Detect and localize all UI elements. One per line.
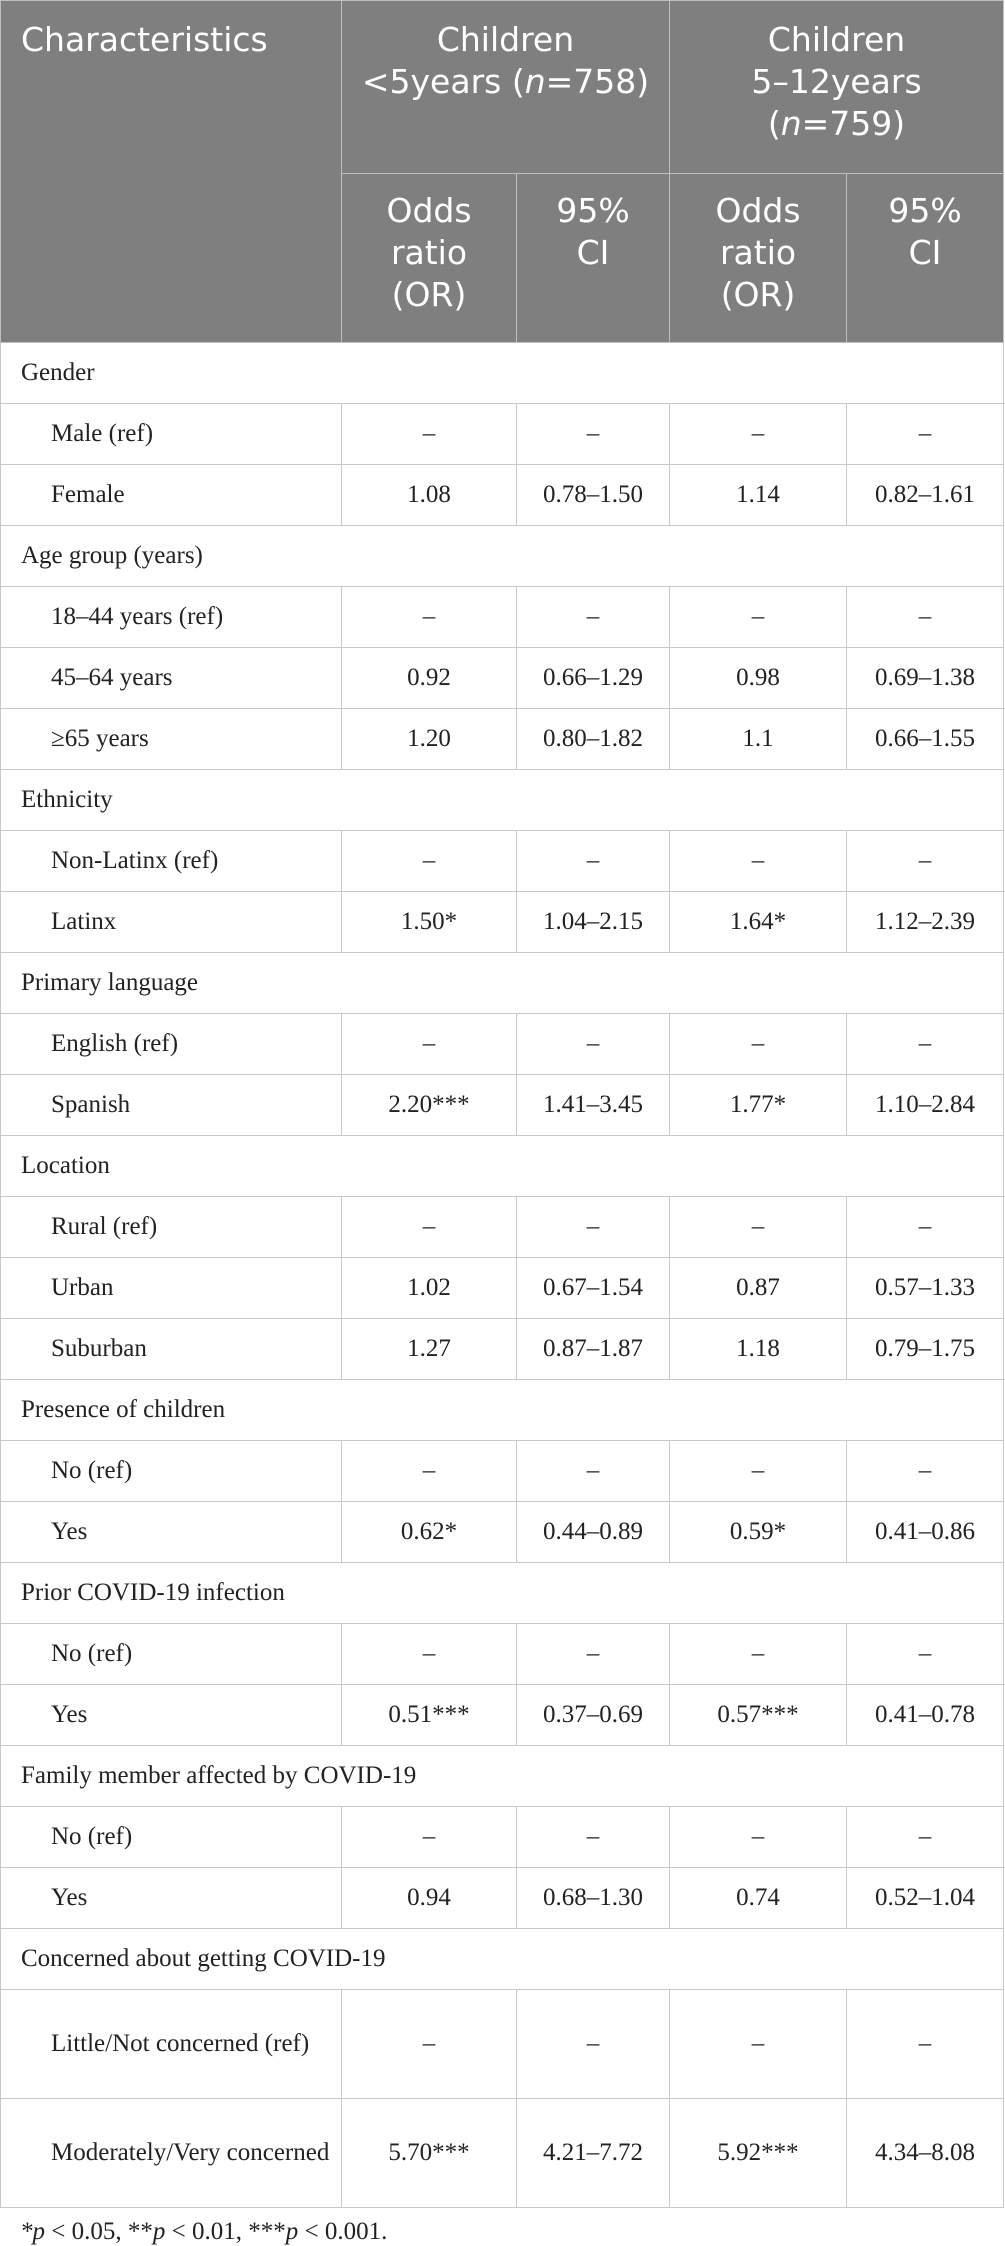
odds-ratio-5-12-cell: – [670,1197,847,1258]
ci-5-12-cell: 1.12–2.39 [847,892,1004,953]
row-label: Spanish [1,1075,342,1136]
odds-ratio-5-12-cell: – [670,1807,847,1868]
odds-ratio-5-12-cell: 0.59* [670,1502,847,1563]
ci-under5-cell: 0.67–1.54 [517,1258,670,1319]
group1-line1: Children [436,20,575,59]
table-row [1,1807,1004,1868]
row-label: Yes [1,1868,342,1929]
ci-5-12-cell: – [847,1441,1004,1502]
odds-ratio-5-12-cell: 0.98 [670,648,847,709]
odds-ratio-under5-cell: – [342,1807,517,1868]
ci-under5-cell: – [517,1624,670,1685]
odds-ratio-5-12-cell: 0.87 [670,1258,847,1319]
odds-ratio-5-12-cell: 1.77* [670,1075,847,1136]
header-ci-under5: 95% CI [517,174,670,343]
row-label: No (ref) [1,1807,342,1868]
table-row [1,1685,1004,1746]
ci-5-12-cell: 0.57–1.33 [847,1258,1004,1319]
table-row [1,1197,1004,1258]
ci-5-12-cell: 4.34–8.08 [847,2099,1004,2208]
table-row [1,1014,1004,1075]
header-group-5-12 [670,1,1004,174]
ci-under5-cell: – [517,1197,670,1258]
odds-ratio-under5-cell: 0.62* [342,1502,517,1563]
ci-under5-cell: 0.87–1.87 [517,1319,670,1380]
header-characteristics: Characteristics [1,1,342,343]
table-row [1,1624,1004,1685]
category-label: Primary language [1,953,1004,1014]
row-label: No (ref) [1,1624,342,1685]
odds-ratio-5-12-cell: – [670,1624,847,1685]
ci-5-12-cell: – [847,1197,1004,1258]
odds-ratio-5-12-cell: 5.92*** [670,2099,847,2208]
odds-ratio-5-12-cell: – [670,1014,847,1075]
ci-5-12-cell: 0.66–1.55 [847,709,1004,770]
odds-ratio-under5-cell: 1.20 [342,709,517,770]
ci-under5-cell: 1.41–3.45 [517,1075,670,1136]
odds-ratio-5-12-cell: – [670,404,847,465]
odds-ratio-5-12-cell: 1.14 [670,465,847,526]
odds-ratio-under5-cell: 1.50* [342,892,517,953]
header-group-under5 [342,1,670,174]
table-row [1,465,1004,526]
category-label: Presence of children [1,1380,1004,1441]
odds-ratio-5-12-cell: 1.64* [670,892,847,953]
category-row [1,770,1004,831]
ci-under5-cell: – [517,404,670,465]
row-label: Yes [1,1685,342,1746]
table-row [1,1441,1004,1502]
ci-under5-cell: – [517,831,670,892]
table-row [1,831,1004,892]
row-label: Latinx [1,892,342,953]
odds-ratio-under5-cell: – [342,404,517,465]
row-label: Non-Latinx (ref) [1,831,342,892]
category-row [1,1746,1004,1807]
odds-ratio-under5-cell: – [342,1624,517,1685]
table-row [1,587,1004,648]
table-row [1,1502,1004,1563]
category-label: Prior COVID-19 infection [1,1563,1004,1624]
ci-5-12-cell: 1.10–2.84 [847,1075,1004,1136]
odds-ratio-5-12-cell: – [670,831,847,892]
odds-ratio-5-12-cell: – [670,1441,847,1502]
category-row [1,1563,1004,1624]
category-row [1,1929,1004,1990]
odds-ratio-5-12-cell: – [670,587,847,648]
ci-5-12-cell: – [847,587,1004,648]
row-label: Male (ref) [1,404,342,465]
category-row [1,1136,1004,1197]
table-row [1,709,1004,770]
row-label: 18–44 years (ref) [1,587,342,648]
odds-ratio-under5-cell: – [342,587,517,648]
table-body [1,343,1004,2208]
ci-5-12-cell: 0.52–1.04 [847,1868,1004,1929]
ci-under5-cell: 0.80–1.82 [517,709,670,770]
odds-ratio-5-12-cell: – [670,1990,847,2099]
table-row [1,1258,1004,1319]
odds-ratio-5-12-cell: 0.74 [670,1868,847,1929]
table-header [1,1,1004,343]
odds-ratio-under5-cell: – [342,1197,517,1258]
odds-ratio-under5-cell: – [342,1014,517,1075]
category-row [1,953,1004,1014]
row-label: Rural (ref) [1,1197,342,1258]
category-row [1,1380,1004,1441]
table-row [1,1319,1004,1380]
header-odds-ratio-5-12: Odds ratio (OR) [670,174,847,343]
row-label: Yes [1,1502,342,1563]
group2-line2: 5–12years [751,62,922,101]
ci-5-12-cell: – [847,831,1004,892]
ci-under5-cell: – [517,1441,670,1502]
ci-under5-cell: 0.78–1.50 [517,465,670,526]
ci-under5-cell: 1.04–2.15 [517,892,670,953]
ci-5-12-cell: – [847,1990,1004,2099]
odds-ratio-under5-cell: – [342,831,517,892]
odds-ratio-under5-cell: 0.51*** [342,1685,517,1746]
odds-ratio-under5-cell: 1.27 [342,1319,517,1380]
row-label: Little/Not concerned (ref) [1,1990,342,2099]
odds-ratio-under5-cell: 1.08 [342,465,517,526]
row-label: Urban [1,1258,342,1319]
table-row [1,1990,1004,2099]
significance-footnote: *p < 0.05, **p < 0.01, ***p < 0.001. [20,2218,388,2245]
ci-5-12-cell: – [847,1807,1004,1868]
odds-ratio-under5-cell: 0.92 [342,648,517,709]
ci-under5-cell: – [517,1990,670,2099]
ci-5-12-cell: – [847,1624,1004,1685]
row-label: English (ref) [1,1014,342,1075]
ci-under5-cell: 0.68–1.30 [517,1868,670,1929]
odds-ratio-5-12-cell: 1.18 [670,1319,847,1380]
ci-5-12-cell: 0.79–1.75 [847,1319,1004,1380]
odds-ratio-under5-cell: 1.02 [342,1258,517,1319]
row-label: Female [1,465,342,526]
category-label: Location [1,1136,1004,1197]
ci-5-12-cell: – [847,1014,1004,1075]
table-row [1,404,1004,465]
table-row [1,1075,1004,1136]
ci-under5-cell: – [517,1807,670,1868]
row-label: ≥65 years [1,709,342,770]
ci-5-12-cell: 0.69–1.38 [847,648,1004,709]
ci-5-12-cell: 0.41–0.86 [847,1502,1004,1563]
group2-line1: Children [767,20,906,59]
ci-5-12-cell: – [847,404,1004,465]
odds-ratio-5-12-cell: 1.1 [670,709,847,770]
ci-under5-cell: 0.44–0.89 [517,1502,670,1563]
group1-line2: <5years (n=758) [361,62,650,101]
row-label: Moderately/Very concerned [1,2099,342,2208]
header-odds-ratio-under5: Odds ratio (OR) [342,174,517,343]
ci-under5-cell: – [517,587,670,648]
odds-ratio-under5-cell: – [342,1441,517,1502]
category-label: Family member affected by COVID-19 [1,1746,1004,1807]
table-row [1,1868,1004,1929]
ci-5-12-cell: 0.41–0.78 [847,1685,1004,1746]
row-label: 45–64 years [1,648,342,709]
category-row [1,343,1004,404]
row-label: Suburban [1,1319,342,1380]
odds-ratio-under5-cell: 2.20*** [342,1075,517,1136]
category-label: Ethnicity [1,770,1004,831]
row-label: No (ref) [1,1441,342,1502]
odds-ratio-5-12-cell: 0.57*** [670,1685,847,1746]
table-row [1,2099,1004,2208]
table-row [1,892,1004,953]
odds-ratio-under5-cell: 5.70*** [342,2099,517,2208]
header-ci-5-12: 95% CI [847,174,1004,343]
ci-under5-cell: – [517,1014,670,1075]
ci-5-12-cell: 0.82–1.61 [847,465,1004,526]
odds-ratio-under5-cell: – [342,1990,517,2099]
category-row [1,526,1004,587]
ci-under5-cell: 4.21–7.72 [517,2099,670,2208]
group2-line3: (n=759) [767,104,906,143]
table-row [1,648,1004,709]
ci-under5-cell: 0.37–0.69 [517,1685,670,1746]
category-label: Age group (years) [1,526,1004,587]
category-label: Gender [1,343,1004,404]
ci-under5-cell: 0.66–1.29 [517,648,670,709]
odds-ratio-under5-cell: 0.94 [342,1868,517,1929]
category-label: Concerned about getting COVID-19 [1,1929,1004,1990]
